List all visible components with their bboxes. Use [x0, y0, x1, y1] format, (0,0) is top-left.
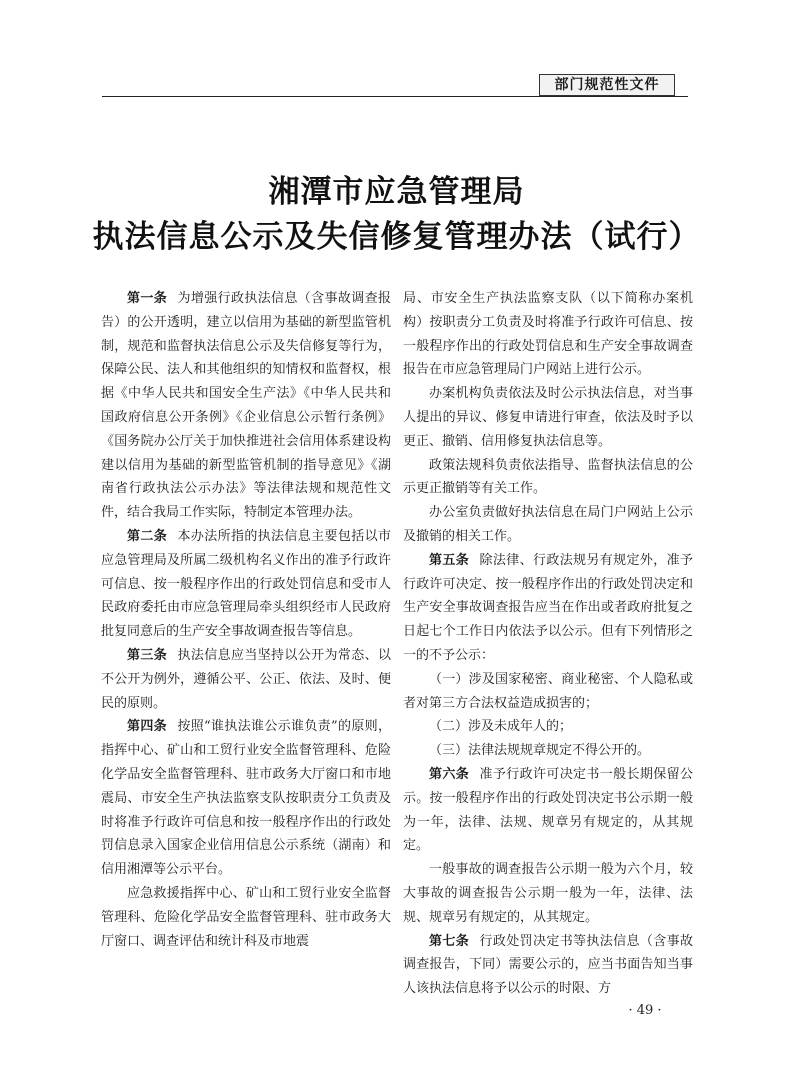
page-number: · 49 · [628, 1003, 662, 1018]
paragraph [403, 501, 693, 549]
article-number: 第一条 [127, 291, 168, 306]
paragraph-text: 政策法规科负责依法指导、监督执法信息的公示更正撤销等有关工作。 [403, 457, 693, 497]
paragraph-text: （三）法律法规规章规定不得公开的。 [429, 743, 651, 759]
paragraph [403, 549, 693, 668]
paragraph-text: 办案机构负责依法及时公示执法信息，对当事人提出的异议、修复申请进行审查，依法及时予以更正、撤销、信用修复执法信息等。 [403, 386, 693, 449]
paragraph-text: 一般事故的调查报告公示期一般为六个月，较大事故的调查报告公示期一般为一年，法律、法规、规章另有规定的，从其规定。 [403, 862, 693, 925]
article-number: 第六条 [429, 766, 470, 782]
paragraph-text: 局、市安全生产执法监察支队（以下简称办案机构）按职责分工负责及时将准予行政许可信息、按一般程序作出的行政处罚信息和生产安全事故调查报告在市应急管理局门户网站上进行公示。 [403, 291, 693, 378]
header-divider [102, 96, 688, 97]
paragraph [403, 382, 693, 453]
paragraph [403, 930, 693, 1001]
paragraph [403, 715, 693, 739]
paragraph-text: 为增强行政执法信息（含事故调查报告）的公开透明，建立以信用为基础的新型监管机制，规范和监督执法信息公示及失信修复等行为，保障公民、法人和其他组织的知情权和监督权，根据《中华人民共和国安全生产法》《中华人民共和国政府信息公开条例》《企业信息公示暂行条例》《国务院办公厅关于加快推进社会信用体系建设构建以信用为基础的新型监管机制的指导意见》《湖南省行政执法公示办法》等法律法规和规范性文件，结合我局工作实际，特制定本管理办法。 [101, 291, 391, 521]
paragraph-text: （二）涉及未成年人的； [429, 719, 573, 735]
paragraph-text: （一）涉及国家秘密、商业秘密、个人隐私或者对第三方合法权益造成损害的； [403, 671, 693, 711]
document-title-line2: 执法信息公示及失信修复管理办法（试行） [92, 219, 701, 255]
left-text-column [101, 287, 391, 953]
paragraph [403, 858, 693, 929]
paragraph [101, 644, 391, 715]
paragraph [101, 525, 391, 644]
paragraph-text: 办公室负责做好执法信息在局门户网站上公示及撤销的相关工作。 [403, 505, 693, 544]
paragraph-text: 行政处罚决定书等执法信息（含事故调查报告，下同）需要公示的，应当书面告知当事人该执法信息将予以公示的时限、方 [403, 933, 693, 997]
paragraph [403, 739, 693, 763]
paragraph [403, 763, 693, 858]
paragraph-text: 准予行政许可决定书一般长期保留公示。按一般程序作出的行政处罚决定书公示期一般为一年，法律、法规、规章另有规定的，从其规定。 [403, 766, 693, 854]
paragraph-text: 按照“谁执法谁公示谁负责”的原则，指挥中心、矿山和工贸行业安全监督管理科、危险化学品安全监督管理科、驻市政务大厅窗口和市地震局、市安全生产执法监察支队按职责分工负责及时将准予行政许可信息和按一般程序作出的行政处罚信息录入国家企业信用信息公示系统（湖南）和信用湘潭等公示平台。 [101, 719, 391, 878]
article-number: 第五条 [429, 552, 470, 568]
article-number: 第七条 [429, 933, 470, 949]
paragraph [101, 715, 391, 882]
article-number: 第四条 [127, 719, 167, 735]
article-number: 第二条 [127, 528, 168, 544]
paragraph [101, 882, 391, 953]
paragraph-text: 本办法所指的执法信息主要包括以市应急管理局及所属二级机构名义作出的准予行政许可信息、按一般程序作出的行政处罚信息和受市人民政府委托由市应急管理局牵头组织经市人民政府批复同意后的生产安全事故调查报告等信息。 [101, 528, 391, 640]
right-text-column [403, 287, 693, 1001]
section-tag: 部门规范性文件 [539, 74, 675, 96]
paragraph [403, 287, 693, 382]
paragraph-text: 除法律、行政法规另有规定外，准予行政许可决定、按一般程序作出的行政处罚决定和生产安全事故调查报告应当在作出或者政府批复之日起七个工作日内依法予以公示。但有下列情形之一的不予公示： [403, 552, 693, 663]
paragraph [403, 668, 693, 716]
paragraph-text: 执法信息应当坚持以公开为常态、以不公开为例外，遵循公平、公正、依法、及时、便民的原则。 [101, 647, 391, 711]
paragraph-text: 应急救援指挥中心、矿山和工贸行业安全监督管理科、危险化学品安全监督管理科、驻市政务大厅窗口、调查评估和统计科及市地震 [101, 885, 391, 949]
paragraph [403, 454, 693, 502]
document-title-line1: 湘潭市应急管理局 [268, 174, 525, 210]
paragraph [101, 287, 391, 525]
article-number: 第三条 [127, 647, 168, 663]
